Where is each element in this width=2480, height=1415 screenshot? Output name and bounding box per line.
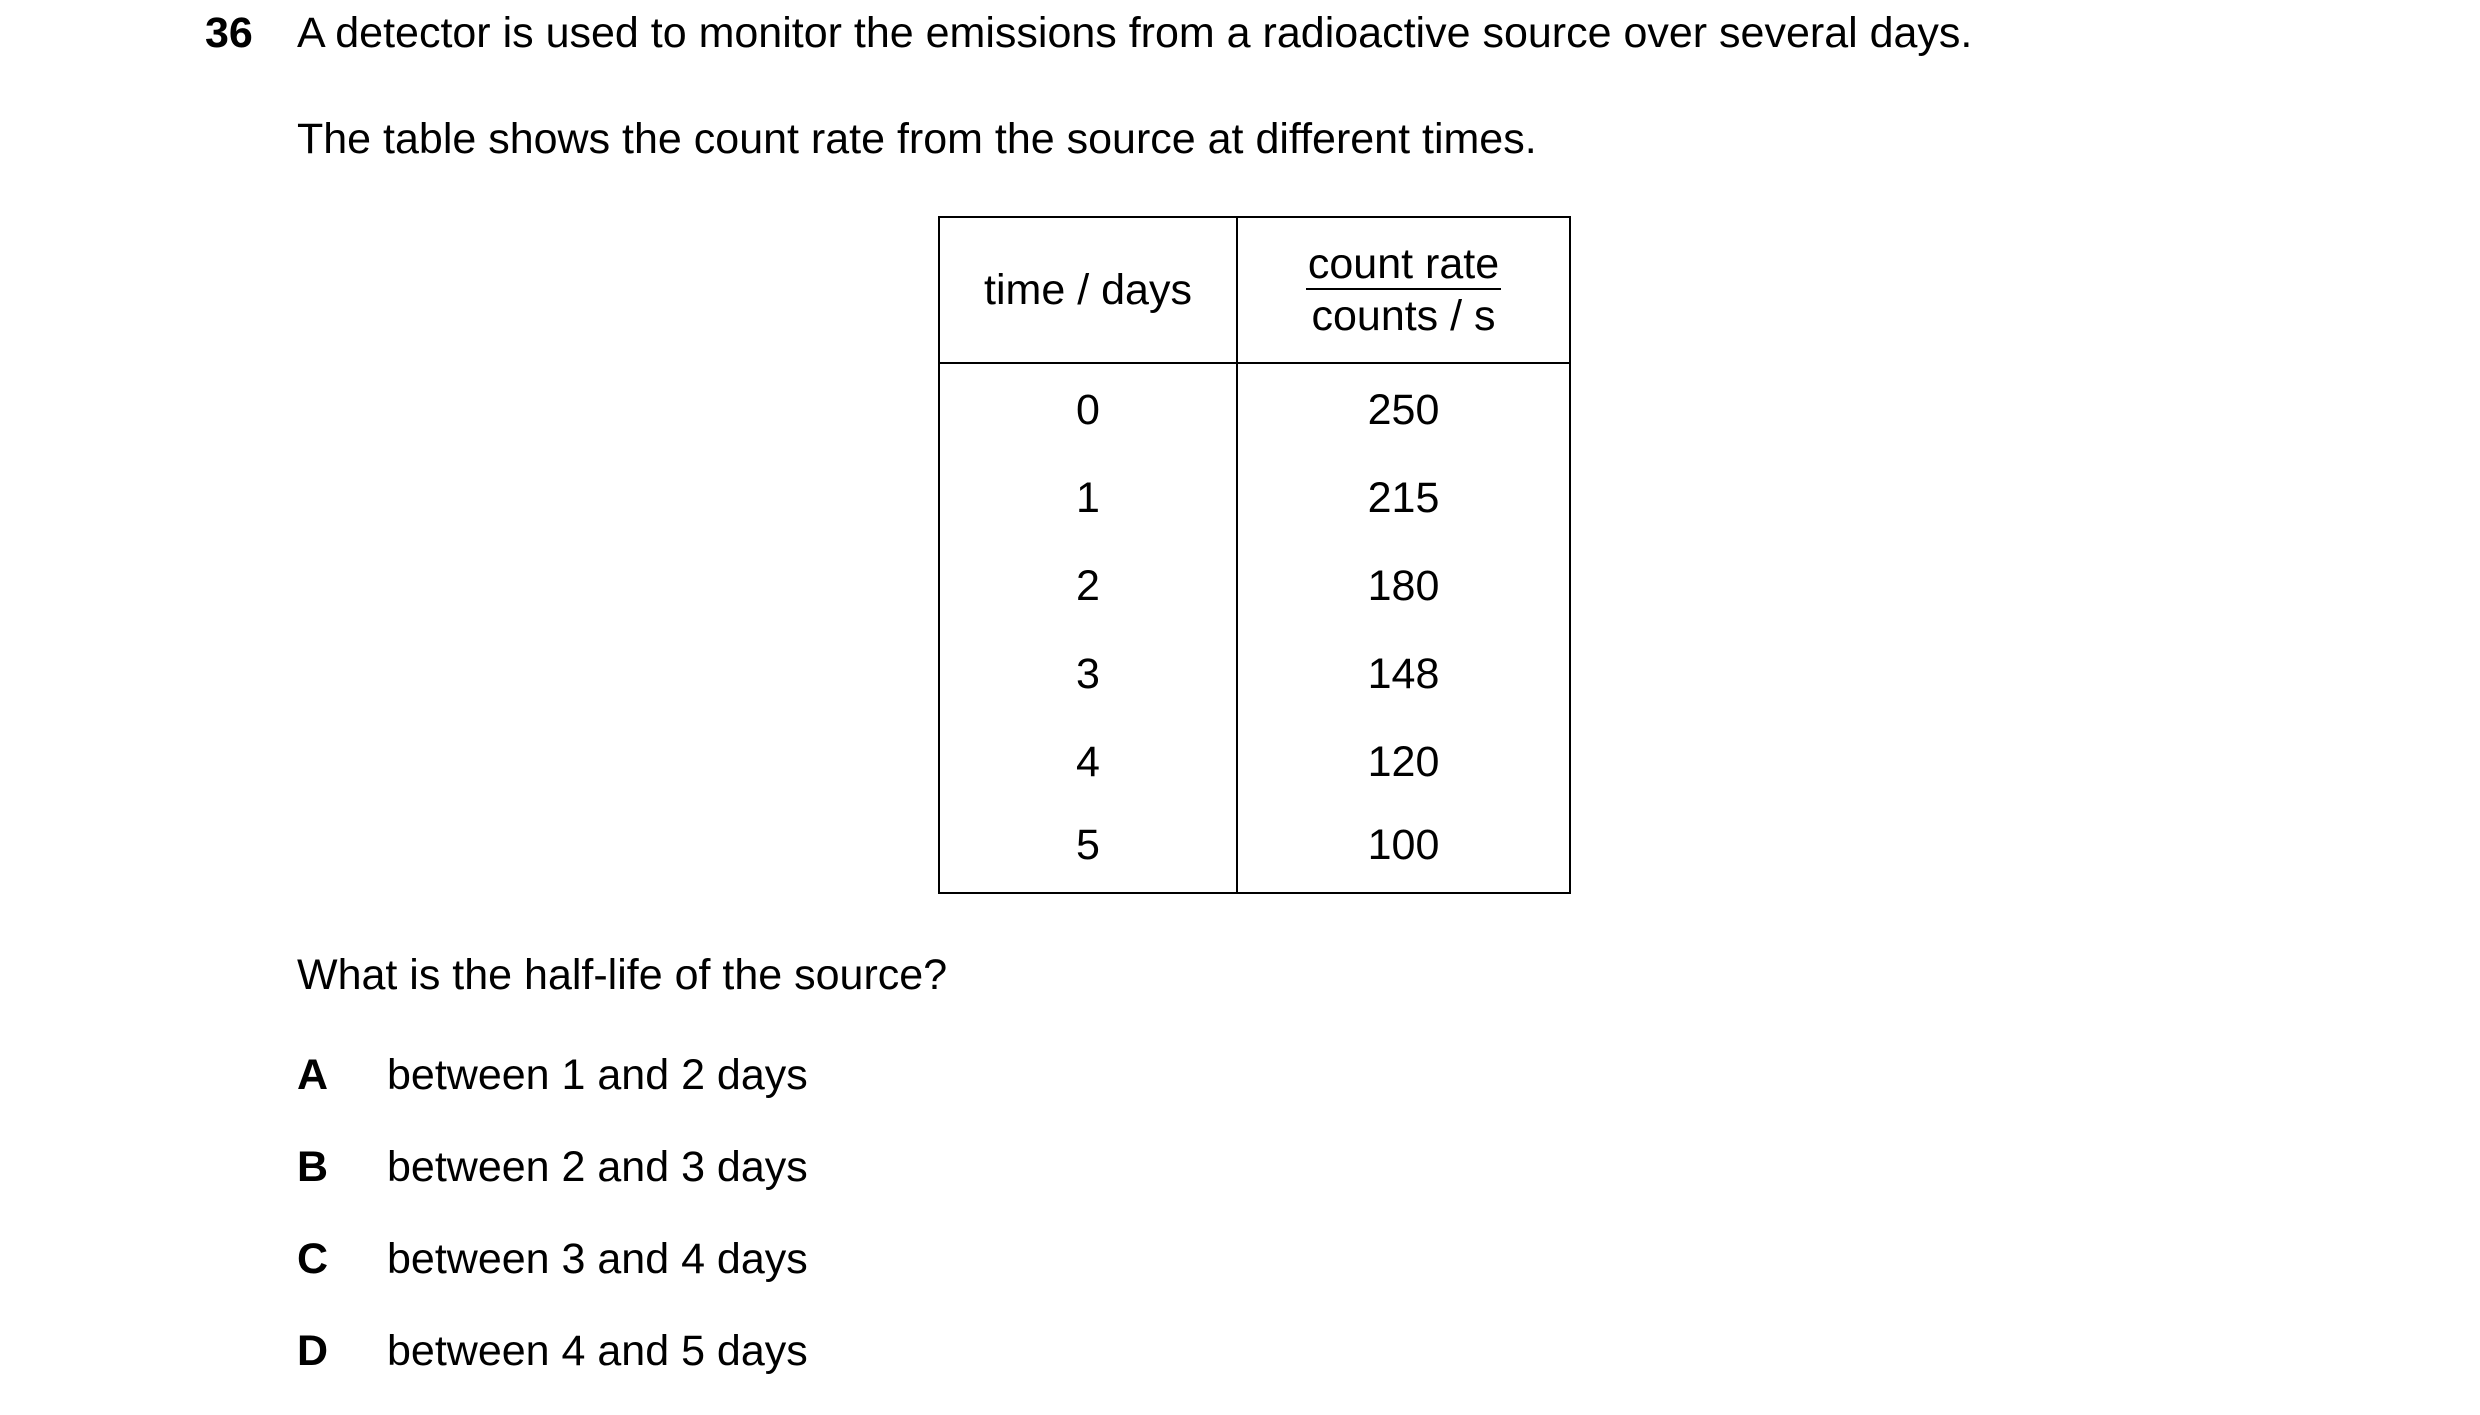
count-rate-column-header (1237, 217, 1570, 363)
time-cell: 2 (939, 542, 1237, 630)
count-rate-cell: 120 (1237, 718, 1570, 806)
count-rate-table (938, 216, 1571, 894)
count-rate-cell: 215 (1237, 454, 1570, 542)
question-prompt: What is the half-life of the source? (297, 951, 948, 999)
time-column-header: time / days (939, 217, 1237, 363)
option-letter: B (297, 1143, 329, 1191)
count-rate-cell: 148 (1237, 630, 1570, 718)
table-row (939, 454, 1570, 542)
time-cell: 5 (939, 806, 1237, 893)
option-letter: D (297, 1327, 329, 1375)
option-letter: A (297, 1051, 329, 1099)
option-text: between 3 and 4 days (387, 1235, 808, 1283)
count-rate-cell: 180 (1237, 542, 1570, 630)
time-cell: 3 (939, 630, 1237, 718)
time-cell: 4 (939, 718, 1237, 806)
option-text: between 2 and 3 days (387, 1143, 808, 1191)
table-row (939, 718, 1570, 806)
table-row (939, 630, 1570, 718)
option-letter: C (297, 1235, 329, 1283)
count-rate-quantity: count rate (1307, 240, 1500, 288)
table-row (939, 363, 1570, 454)
time-cell: 0 (939, 363, 1237, 454)
count-rate-unit: counts / s (1311, 292, 1496, 340)
option-text: between 4 and 5 days (387, 1327, 808, 1375)
table-header-row (939, 217, 1570, 363)
count-rate-cell: 100 (1237, 806, 1570, 893)
table-row (939, 542, 1570, 630)
table-row (939, 806, 1570, 893)
table-intro: The table shows the count rate from the source at different times. (297, 115, 1537, 163)
time-cell: 1 (939, 454, 1237, 542)
question-stem: A detector is used to monitor the emissions from a radioactive source over several days. (297, 9, 1973, 57)
option-text: between 1 and 2 days (387, 1051, 808, 1099)
count-rate-cell: 250 (1237, 363, 1570, 454)
question-number: 36 (205, 9, 253, 57)
